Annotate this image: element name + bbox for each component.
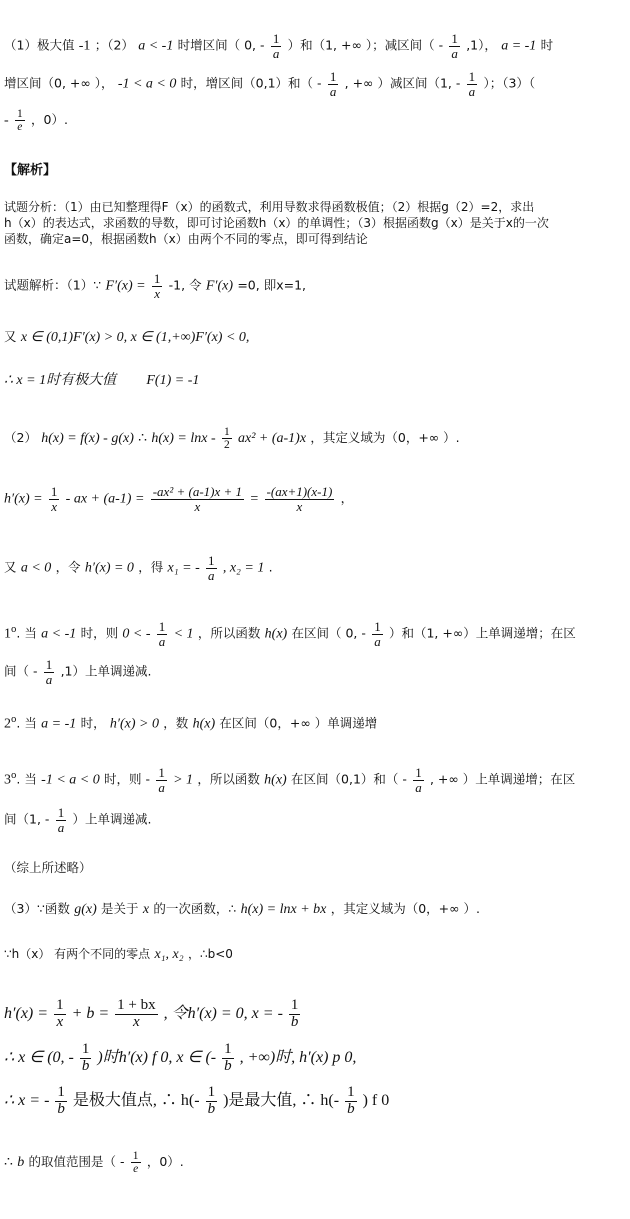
math: h(x) = lnx + bx — [240, 902, 327, 917]
numerator: 1 — [468, 69, 476, 84]
numerator: 1 — [45, 657, 53, 672]
denominator: a — [329, 83, 337, 99]
fraction — [115, 998, 157, 1031]
text: ,1）上单调递减. — [60, 663, 152, 679]
numerator: 1 — [374, 619, 381, 634]
part2-line — [4, 426, 460, 451]
denominator: a — [45, 671, 53, 687]
math: )时h′(x) f 0, x ∈ (- — [97, 1048, 217, 1066]
math: = — [250, 491, 259, 507]
numerator: 1 — [290, 997, 299, 1013]
denominator: e — [17, 121, 23, 134]
math: h(x) = f(x) - g(x) — [41, 431, 134, 447]
text: ，其定义域为（0，+∞ ）. — [330, 901, 480, 916]
text: ，其定义域为（0，+∞ ）. — [310, 430, 460, 446]
text: ，0）. — [146, 1154, 184, 1170]
denominator: a — [272, 45, 280, 61]
math: x — [142, 902, 150, 917]
solution-line-2 — [4, 331, 249, 345]
math: ∴ x ∈ (0, - — [4, 1048, 74, 1066]
numerator: 1 — [224, 1041, 232, 1057]
math: ∴ — [4, 1155, 13, 1171]
math: h(x) — [264, 772, 287, 788]
numerator: 1 — [158, 765, 165, 780]
text: . 当 — [16, 771, 37, 787]
numerator: -ax² + (a-1)x + 1 — [152, 484, 243, 499]
summary-text: （综上所述略） — [4, 860, 92, 875]
fraction — [151, 485, 244, 513]
numerator: 1 — [451, 31, 458, 46]
math: h′(x) = — [4, 1004, 49, 1022]
math: h(x) — [192, 716, 216, 732]
denominator: a — [158, 633, 166, 649]
math: -1 < a < 0 — [117, 76, 177, 92]
math: + b = — [71, 1004, 110, 1022]
case2-line — [4, 716, 377, 732]
text: 试题解析：（1）∵ — [4, 277, 102, 293]
answer-line-1 — [4, 32, 553, 60]
denominator: a — [57, 819, 65, 835]
superscript: o — [11, 715, 17, 725]
fraction — [372, 620, 383, 648]
math: - ax + (a-1) = — [65, 491, 145, 507]
math: -1 — [78, 38, 91, 54]
text: 在区间（ 0, - — [291, 625, 366, 641]
superscript: o — [11, 771, 17, 782]
text: 时，增区间（0,1）和（ - — [180, 75, 322, 91]
denominator: b — [57, 1100, 65, 1117]
math: a = -1 — [41, 716, 77, 732]
math: 2 — [4, 716, 11, 732]
math: > 1 — [173, 772, 194, 788]
fraction — [265, 485, 335, 513]
denominator: a — [415, 779, 422, 795]
numerator: 1 — [329, 69, 337, 84]
text: ）；（3）（ — [483, 75, 536, 91]
numerator: 1 — [415, 765, 422, 780]
denominator: b — [224, 1057, 232, 1074]
text: ， — [340, 490, 354, 506]
derivative-line — [4, 485, 353, 513]
fraction — [55, 1085, 67, 1118]
fraction — [413, 766, 424, 794]
denominator: x — [51, 498, 57, 514]
text: 时，则 — [80, 625, 119, 641]
math: - — [4, 113, 9, 129]
numerator: 1 — [207, 1084, 216, 1100]
text: （2） — [4, 430, 37, 446]
text: -1, 令 — [168, 277, 202, 293]
text: . 当 — [16, 715, 37, 731]
denominator: a — [451, 45, 458, 61]
fraction — [271, 32, 282, 60]
denominator: b — [347, 1100, 355, 1117]
text: 的取值范围是（ - — [28, 1154, 125, 1170]
denominator: a — [374, 633, 381, 649]
numerator: 1 — [272, 31, 280, 46]
zeros-line — [4, 948, 233, 962]
case1-line-2 — [4, 658, 151, 686]
text: ，数 — [163, 715, 189, 731]
numerator: 1 — [223, 426, 230, 438]
fraction — [157, 620, 168, 648]
text: 时 — [540, 37, 554, 53]
text: , +∞ ）上单调递增；在区 — [429, 771, 576, 787]
text: （3）∵函数 — [4, 901, 70, 916]
analysis-line-1: 试题分析：（1）由已知整理得F（x）的函数式，利用导数求得函数极值；（2）根据g（2）=2，求出 — [4, 200, 535, 214]
case3-line-1 — [4, 766, 575, 794]
denominator: b — [81, 1057, 90, 1074]
math: 3 — [4, 772, 11, 788]
text: 又 — [4, 329, 17, 344]
math: g(x) — [74, 902, 97, 917]
fraction — [345, 1085, 357, 1118]
fraction — [206, 554, 217, 582]
numerator: 1 — [132, 1150, 139, 1162]
math: F′(x) — [205, 278, 234, 294]
math: h′(x) > 0 — [109, 716, 159, 732]
math: h(x) = lnx - — [151, 431, 216, 447]
math: ∴ x = - — [4, 1091, 50, 1109]
math: 0 < - — [122, 626, 151, 642]
fraction — [222, 1042, 234, 1075]
numerator: 1 — [81, 1041, 90, 1057]
text: ，得 — [138, 559, 164, 575]
math: F′(x) = — [105, 278, 146, 294]
solution-line-1 — [4, 272, 306, 300]
math: ax² + (a-1)x — [238, 431, 307, 447]
denominator: 2 — [223, 439, 230, 452]
math: a < -1 — [138, 38, 174, 54]
text: ，所以函数 — [197, 625, 261, 641]
text: ；（2） — [94, 37, 134, 53]
denominator: x — [154, 285, 160, 301]
final-line — [4, 1150, 184, 1175]
big-interval-line — [4, 1042, 356, 1075]
fraction — [467, 70, 478, 98]
math: < 1 — [173, 626, 194, 642]
numerator: 1 — [50, 484, 58, 499]
roots-line — [4, 554, 273, 582]
fraction — [131, 1150, 141, 1175]
denominator: a — [208, 567, 215, 583]
math: h(x) — [264, 626, 288, 642]
text: 又 — [4, 559, 17, 575]
text: ，令 — [55, 559, 81, 575]
text: ,1）， — [466, 37, 497, 53]
case3-line-2 — [4, 806, 152, 834]
math: a < 0 — [20, 560, 52, 576]
numerator: 1 — [57, 805, 65, 820]
text: ）和（1, +∞ ）；减区间（ - — [287, 37, 444, 53]
math: -1 < a < 0 — [41, 772, 100, 788]
fraction — [156, 766, 167, 794]
fraction — [80, 1042, 92, 1075]
math: )是最大值, ∴ h(- — [223, 1091, 340, 1109]
math: h′(x) = 0 — [84, 560, 134, 576]
numerator: 1 — [153, 271, 161, 286]
text: 时增区间（ 0, - — [177, 37, 265, 53]
denominator: b — [290, 1013, 299, 1030]
text: , +∞ ）减区间（1, - — [344, 75, 461, 91]
text: . 当 — [16, 625, 37, 641]
math: , 令h′(x) = 0, x = - — [163, 1004, 283, 1022]
math: , x₂ = 1 — [222, 560, 265, 576]
text: =0, 即x=1, — [237, 277, 306, 293]
text: 的一次函数，∴ — [153, 901, 237, 916]
math: h′(x) = — [4, 491, 43, 507]
text: ，0）. — [31, 112, 68, 128]
answer-line-2 — [4, 70, 535, 98]
text: 增区间（0, +∞ ）， — [4, 75, 114, 91]
fraction — [15, 108, 25, 133]
text: . — [268, 559, 273, 575]
superscript: o — [11, 625, 17, 636]
text: ∵h（x） 有两个不同的零点 — [4, 947, 151, 961]
text: 时，则 - — [104, 771, 151, 787]
numerator: 1 — [16, 108, 23, 120]
denominator: b — [207, 1100, 216, 1117]
text: 间（1, - — [4, 811, 50, 827]
math: ∴ x = 1时有极大值 — [4, 373, 117, 388]
numerator: 1 — [56, 997, 64, 1013]
numerator: 1 + bx — [117, 997, 156, 1013]
answer-line-3 — [4, 108, 68, 133]
big-maximum-line — [4, 1085, 389, 1118]
text: ，所以函数 — [197, 771, 260, 787]
text: （1）极大值 — [4, 37, 75, 53]
text: 时， — [80, 715, 106, 731]
text: 在区间（0,1）和（ - — [291, 771, 407, 787]
text: 是关于 — [101, 901, 139, 916]
denominator: x — [296, 498, 303, 514]
numerator: 1 — [347, 1084, 355, 1100]
fraction — [289, 998, 301, 1031]
math: 1 — [4, 626, 11, 642]
math: a = -1 — [501, 38, 537, 54]
fraction — [449, 32, 460, 60]
denominator: a — [468, 83, 476, 99]
math: , +∞)时, h′(x) p 0, — [239, 1048, 357, 1066]
math: b — [17, 1155, 25, 1171]
big-derivative-line — [4, 998, 302, 1031]
math: x₁, x₂ — [154, 947, 184, 962]
fraction — [54, 998, 66, 1031]
fraction — [222, 426, 232, 451]
analysis-line-3: 函数，确定a=0，根据函数h（x）由两个不同的零点，即可得到结论 — [4, 232, 368, 246]
math: a < -1 — [41, 626, 77, 642]
math: x₁ = - — [167, 560, 200, 576]
fraction — [152, 272, 163, 300]
section-heading: 【解析】 — [4, 163, 57, 178]
math: F(1) = -1 — [146, 373, 200, 388]
numerator: 1 — [208, 553, 215, 568]
numerator: 1 — [158, 619, 166, 634]
denominator: e — [133, 1163, 139, 1176]
denominator: x — [133, 1013, 140, 1030]
numerator: -(ax+1)(x-1) — [266, 484, 333, 499]
denominator: a — [158, 779, 165, 795]
denominator: x — [194, 498, 201, 514]
text: ）上单调递减. — [72, 811, 152, 827]
text: 间（ - — [4, 663, 38, 679]
math: ∴ — [138, 431, 148, 447]
analysis-line-2: h（x）的表达式，求函数的导数，即可讨论函数h（x）的单调性；（3）根据函数g（x）是关于x的一次 — [4, 216, 549, 230]
case1-line-1 — [4, 620, 576, 648]
math: x ∈ (0,1)F′(x) > 0, x ∈ (1,+∞)F′(x) < 0, — [20, 330, 250, 345]
solution-line-3 — [4, 374, 199, 388]
fraction — [206, 1085, 218, 1118]
fraction — [44, 658, 55, 686]
fraction — [328, 70, 339, 98]
fraction — [56, 806, 67, 834]
math: ) f 0 — [362, 1091, 390, 1109]
text: ，∴b<0 — [187, 947, 233, 961]
math: 是极大值点, ∴ h(- — [72, 1091, 200, 1109]
part3-line — [4, 903, 480, 917]
text: 在区间（0，+∞ ）单调递增 — [219, 715, 378, 731]
numerator: 1 — [57, 1084, 65, 1100]
text: ）和（1, +∞）上单调递增；在区 — [388, 625, 576, 641]
fraction — [49, 485, 60, 513]
denominator: x — [56, 1013, 64, 1030]
